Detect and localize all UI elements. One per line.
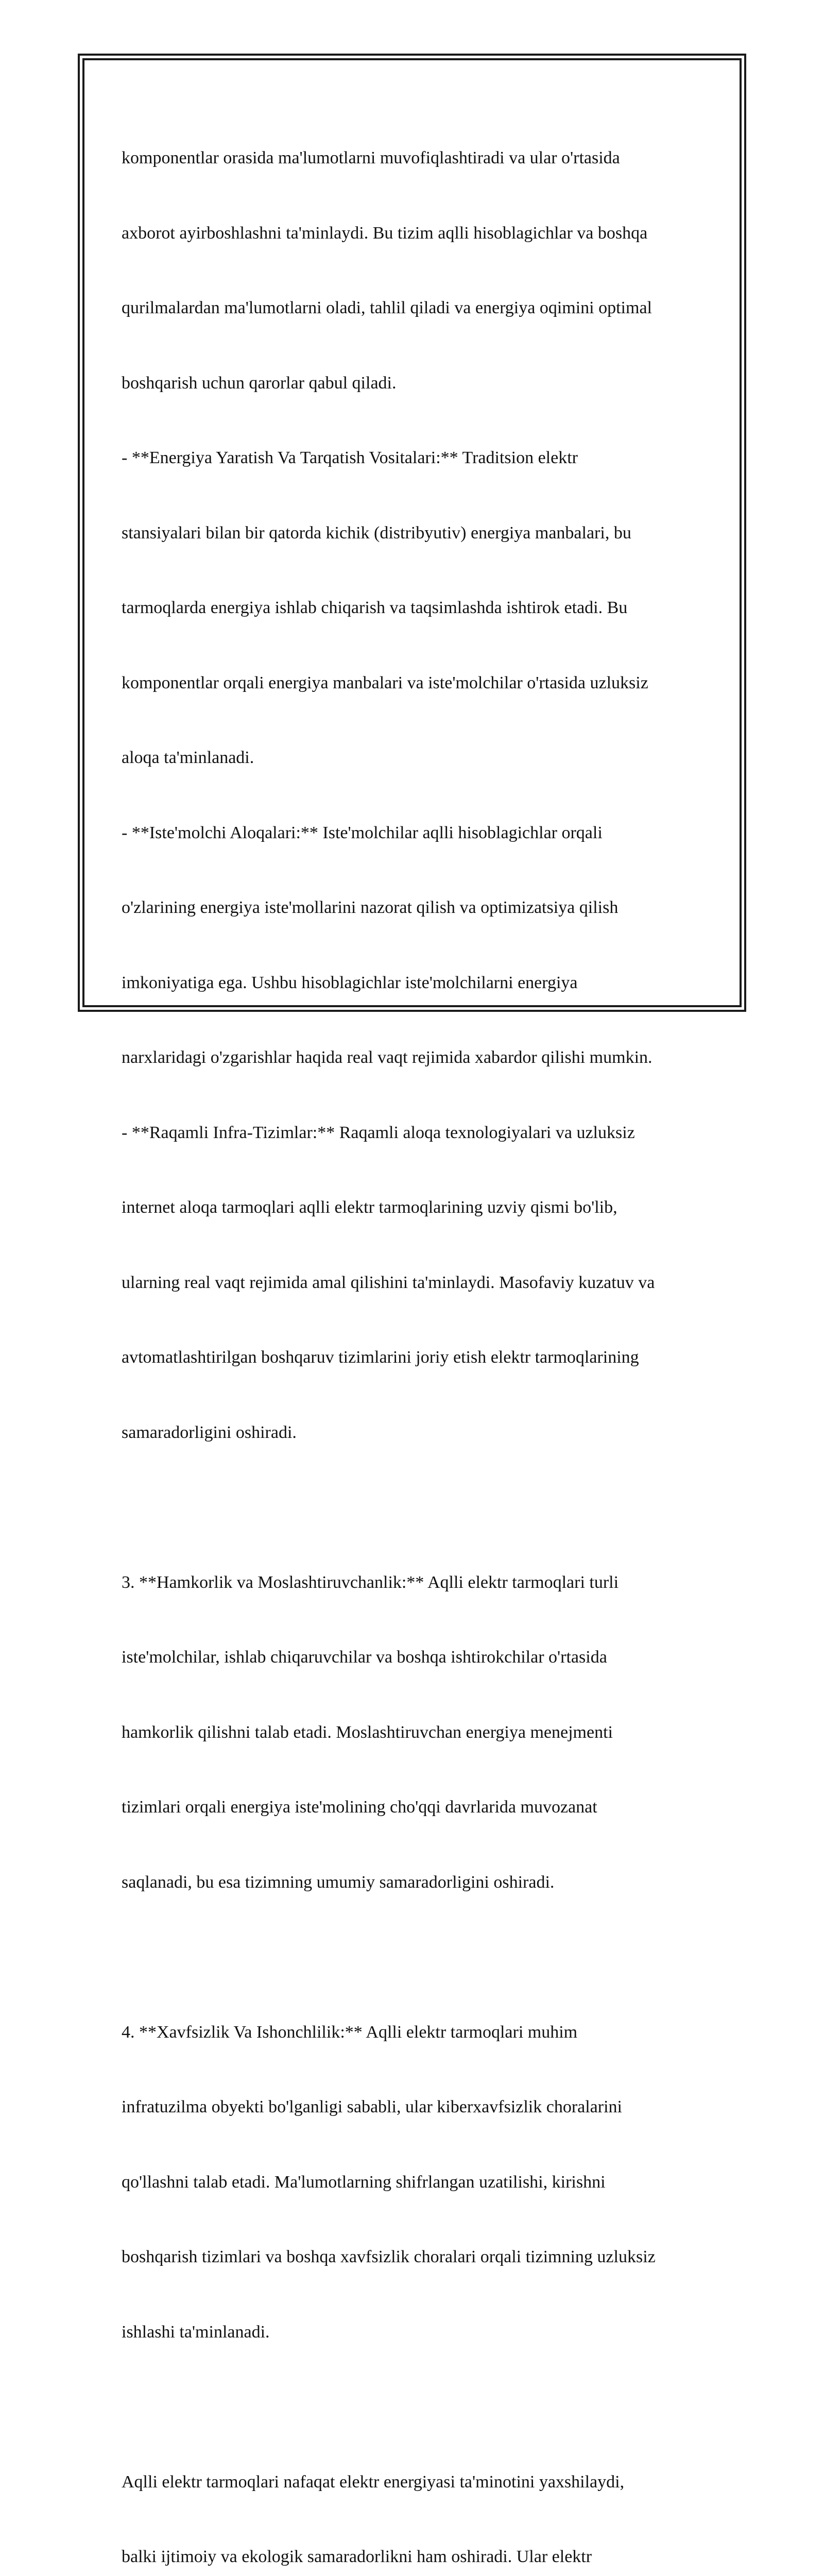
text-line: boshqarish uchun qarorlar qabul qiladi.	[122, 373, 397, 393]
text-line: Aqlli elektr tarmoqlari nafaqat elektr energiyasi ta'minotini yaxshilaydi,	[122, 2472, 625, 2492]
text-line: ishlashi ta'minlanadi.	[122, 2322, 270, 2342]
text-line: balki ijtimoiy va ekologik samaradorlikni ham oshiradi. Ular elektr	[122, 2547, 592, 2566]
text-line: komponentlar orqali energiya manbalari va iste'molchilar o'rtasida uzluksiz	[122, 673, 648, 692]
text-line: saqlanadi, bu esa tizimning umumiy samaradorligini oshiradi.	[122, 1872, 555, 1892]
text-line: infratuzilma obyekti bo'lganligi sababli, ular kiberxavfsizlik choralarini	[122, 2097, 622, 2116]
blank-line	[122, 2395, 703, 2420]
text-line: aloqa ta'minlanadi.	[122, 748, 254, 767]
text-line: tarmoqlarda energiya ishlab chiqarish va taqsimlashda ishtirok etadi. Bu	[122, 598, 628, 617]
text-line: qurilmalardan ma'lumotlarni oladi, tahlil qiladi va energiya oqimini optimal	[122, 298, 652, 317]
text-line: - **Energiya Yaratish Va Tarqatish Vositalari:** Traditsion elektr	[122, 448, 578, 467]
text-line: qo'llashni talab etadi. Ma'lumotlarning shifrlangan uzatilishi, kirishni	[122, 2172, 606, 2192]
blank-line	[122, 1495, 703, 1520]
text-line: ularning real vaqt rejimida amal qilishini ta'minlaydi. Masofaviy kuzatuv va	[122, 1273, 655, 1292]
text-line: komponentlar orasida ma'lumotlarni muvofiqlashtiradi va ular o'rtasida	[122, 148, 620, 167]
text-line: stansiyalari bilan bir qatorda kichik (distribyutiv) energiya manbalari, bu	[122, 523, 631, 543]
text-line: samaradorligini oshiradi.	[122, 1422, 297, 1442]
document-body	[122, 96, 703, 2576]
text-line: 3. **Hamkorlik va Moslashtiruvchanlik:** Aqlli elektr tarmoqlari turli	[122, 1572, 619, 1592]
text-line: - **Raqamli Infra-Tizimlar:** Raqamli aloqa texnologiyalari va uzluksiz	[122, 1123, 635, 1142]
text-line: 4. **Xavfsizlik Va Ishonchlilik:** Aqlli elektr tarmoqlari muhim	[122, 2022, 578, 2042]
blank-line	[122, 1945, 703, 1970]
text-line: narxlaridagi o'zgarishlar haqida real vaqt rejimida xabardor qilishi mumkin.	[122, 1048, 653, 1067]
text-line: hamkorlik qilishni talab etadi. Moslashtiruvchan energiya menejmenti	[122, 1722, 613, 1742]
text-line: iste'molchilar, ishlab chiqaruvchilar va boshqa ishtirokchilar o'rtasida	[122, 1648, 607, 1667]
text-line: - **Iste'molchi Aloqalari:** Iste'molchilar aqlli hisoblagichlar orqali	[122, 823, 603, 842]
text-line: o'zlarining energiya iste'mollarini nazorat qilish va optimizatsiya qilish	[122, 898, 619, 917]
text-line: internet aloqa tarmoqlari aqlli elektr tarmoqlarining uzviy qismi bo'lib,	[122, 1198, 617, 1217]
text-line: avtomatlashtirilgan boshqaruv tizimlarini joriy etish elektr tarmoqlarining	[122, 1348, 639, 1367]
text-line: imkoniyatiga ega. Ushbu hisoblagichlar iste'molchilarni energiya	[122, 973, 578, 992]
text-line: axborot ayirboshlashni ta'minlaydi. Bu tizim aqlli hisoblagichlar va boshqa	[122, 223, 648, 243]
text-line: boshqarish tizimlari va boshqa xavfsizlik choralari orqali tizimning uzluksiz	[122, 2247, 656, 2266]
text-line: tizimlari orqali energiya iste'molining cho'qqi davrlarida muvozanat	[122, 1798, 597, 1817]
